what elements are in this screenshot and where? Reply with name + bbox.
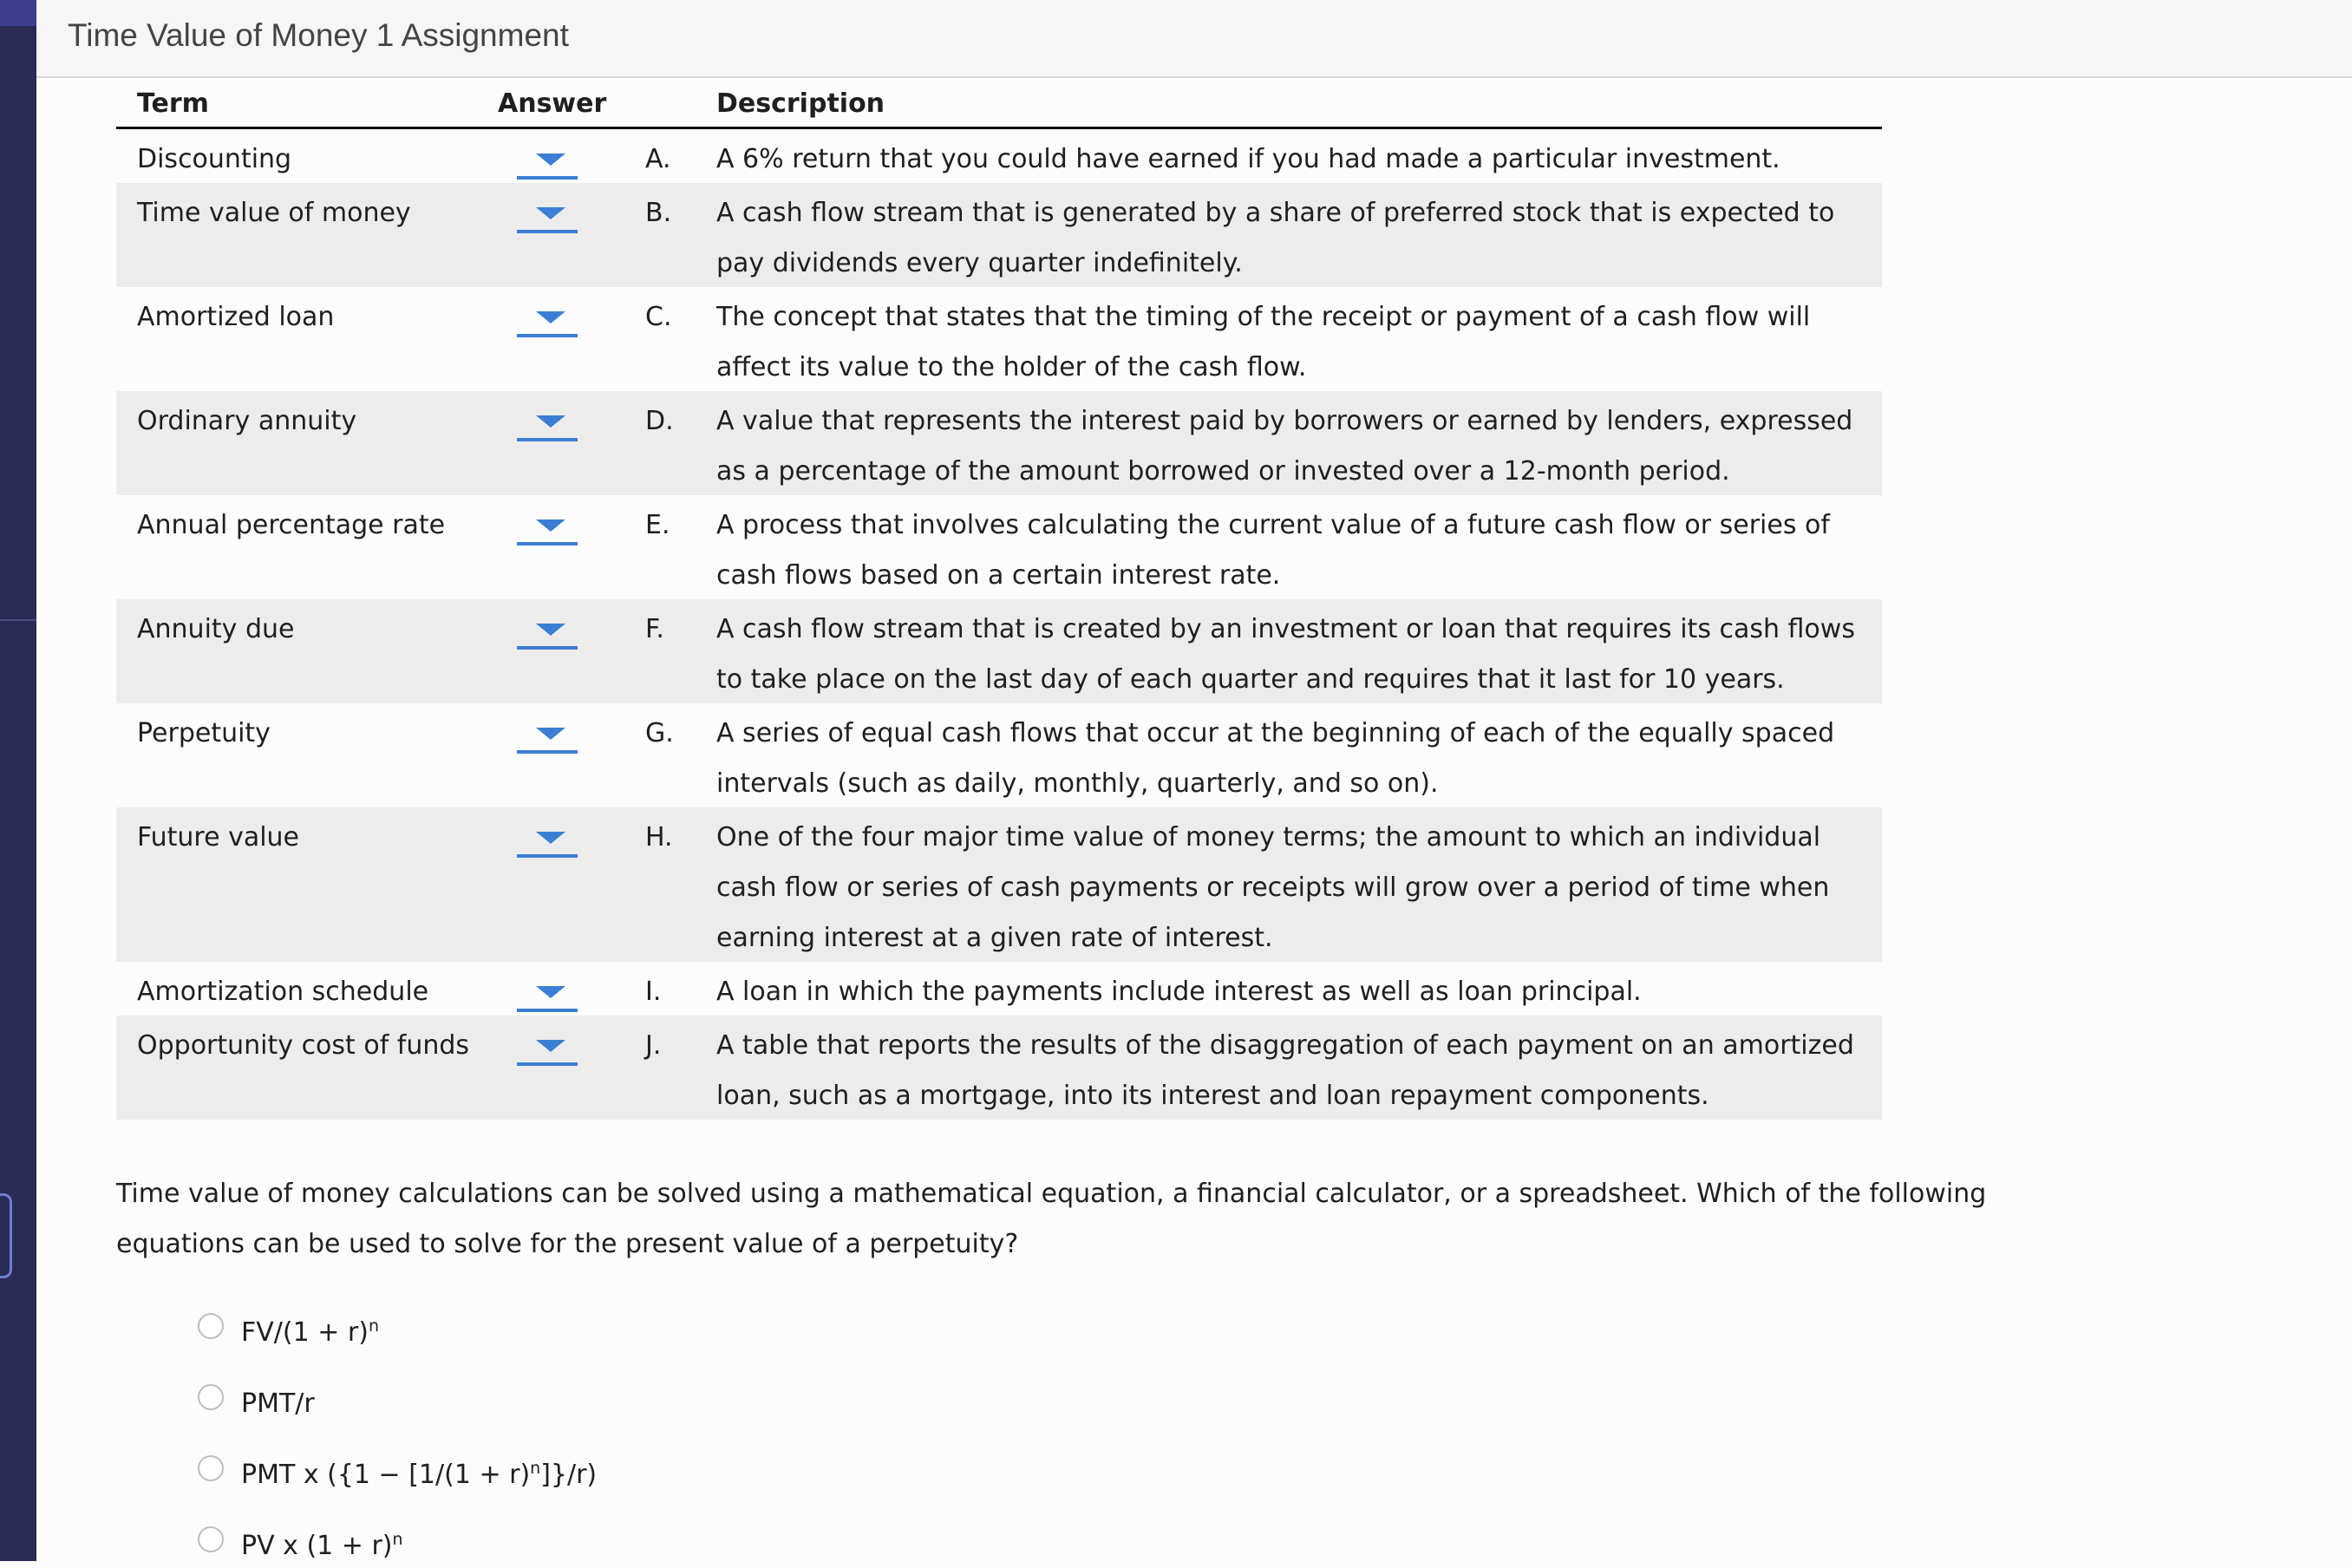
description-letter: E. bbox=[645, 510, 670, 540]
radio-circle-icon[interactable] bbox=[198, 1455, 224, 1481]
dropdown-underline bbox=[517, 646, 578, 650]
left-nav-rail bbox=[0, 0, 36, 1561]
dropdown-underline bbox=[517, 1062, 578, 1066]
description-letter: H. bbox=[645, 822, 673, 853]
radio-circle-icon[interactable] bbox=[198, 1526, 224, 1552]
answer-dropdown[interactable] bbox=[517, 511, 578, 546]
table-row bbox=[116, 129, 1882, 183]
term-label: Annuity due bbox=[137, 614, 295, 644]
description-text: A loan in which the payments include interest as well as loan principal. bbox=[716, 977, 1642, 1007]
description-letter: D. bbox=[645, 406, 674, 436]
chevron-down-icon bbox=[536, 624, 565, 636]
page-header bbox=[36, 0, 2352, 78]
dropdown-underline bbox=[517, 230, 578, 233]
description-letter: F. bbox=[645, 614, 664, 644]
description-letter: I. bbox=[645, 977, 662, 1007]
table-row bbox=[116, 1016, 1882, 1120]
table-row bbox=[116, 391, 1882, 495]
header-description: Description bbox=[716, 88, 885, 119]
answer-dropdown[interactable] bbox=[517, 199, 578, 233]
description-letter: G. bbox=[645, 718, 674, 748]
dropdown-underline bbox=[517, 334, 578, 337]
matching-table bbox=[116, 80, 1882, 1120]
table-row bbox=[116, 703, 1882, 807]
description-letter: J. bbox=[645, 1030, 662, 1061]
dropdown-underline bbox=[517, 1009, 578, 1012]
term-label: Opportunity cost of funds bbox=[137, 1030, 470, 1061]
description-text: One of the four major time value of money terms; the amount to which an individual cash flow or series of cash payments or receipts will grow over a period of time when earning interest at a given rate of interest. bbox=[716, 822, 1830, 953]
term-label: Annual percentage rate bbox=[137, 510, 446, 540]
description-letter: A. bbox=[645, 144, 671, 174]
dropdown-underline bbox=[517, 438, 578, 441]
dropdown-underline bbox=[517, 542, 578, 546]
chevron-down-icon bbox=[536, 311, 565, 323]
option-radio[interactable] bbox=[198, 1375, 805, 1419]
option-radio[interactable] bbox=[198, 1447, 805, 1490]
chevron-down-icon bbox=[536, 154, 565, 166]
chevron-down-icon bbox=[536, 832, 565, 844]
question-prompt: Time value of money calculations can be solved using a mathematical equation, a financial calculator, or a spreadsheet. Which of the following equations can be used to solve for the present value of a perpetuity? bbox=[116, 1179, 1987, 1259]
answer-dropdown[interactable] bbox=[517, 1031, 578, 1066]
dropdown-underline bbox=[517, 750, 578, 754]
chevron-down-icon bbox=[536, 986, 565, 998]
description-letter: B. bbox=[645, 198, 672, 228]
description-text: A 6% return that you could have earned if you had made a particular investment. bbox=[716, 144, 1780, 174]
answer-dropdown[interactable] bbox=[517, 407, 578, 441]
rail-top-accent bbox=[0, 0, 36, 26]
description-text: A value that represents the interest paid by borrowers or earned by lenders, expressed as a percentage of the amount borrowed or invested over a 12-month period. bbox=[716, 406, 1853, 487]
chevron-down-icon bbox=[536, 1040, 565, 1052]
term-label: Ordinary annuity bbox=[137, 406, 357, 436]
term-label: Time value of money bbox=[137, 198, 411, 228]
answer-dropdown[interactable] bbox=[517, 719, 578, 754]
description-text: A cash flow stream that is created by an investment or loan that requires its cash flows to take place on the last day of each quarter and requires that it last for 10 years. bbox=[716, 614, 1855, 695]
radio-circle-icon[interactable] bbox=[198, 1313, 224, 1339]
chevron-down-icon bbox=[536, 519, 565, 532]
header-answer: Answer bbox=[498, 88, 607, 119]
term-label: Discounting bbox=[137, 144, 292, 174]
chevron-down-icon bbox=[536, 207, 565, 219]
description-text: A series of equal cash flows that occur at the beginning of each of the equally spaced intervals (such as daily, monthly, quarterly, and so on). bbox=[716, 718, 1835, 799]
term-label: Future value bbox=[137, 822, 300, 853]
table-row bbox=[116, 287, 1882, 391]
answer-dropdown[interactable] bbox=[517, 823, 578, 858]
term-label: Amortized loan bbox=[137, 302, 335, 332]
option-label: $FV/(1 + r)^n$ bbox=[241, 1316, 379, 1348]
radio-circle-icon[interactable] bbox=[198, 1384, 224, 1410]
term-label: Amortization schedule bbox=[137, 977, 429, 1007]
option-radio[interactable] bbox=[198, 1304, 805, 1348]
dropdown-underline bbox=[517, 854, 578, 858]
option-label: PMT x $(\{1 - [1/(1 + r)^n]\}/r)$ bbox=[241, 1459, 598, 1490]
table-row bbox=[116, 962, 1882, 1016]
answer-dropdown[interactable] bbox=[517, 145, 578, 180]
dropdown-underline bbox=[517, 176, 578, 180]
option-radio[interactable] bbox=[198, 1518, 805, 1561]
description-text: The concept that states that the timing of the receipt or payment of a cash flow will affect its value to the holder of the cash flow. bbox=[716, 302, 1811, 382]
option-label: PV x $(1 + r)^n$ bbox=[241, 1530, 403, 1561]
description-text: A table that reports the results of the disaggregation of each payment on an amortized loan, such as a mortgage, into its interest and loan repayment components. bbox=[716, 1030, 1854, 1111]
term-label: Perpetuity bbox=[137, 718, 271, 748]
answer-dropdown[interactable] bbox=[517, 303, 578, 337]
table-header bbox=[116, 80, 1882, 129]
option-label: PMT/r bbox=[241, 1388, 315, 1419]
chevron-down-icon bbox=[536, 415, 565, 428]
table-row bbox=[116, 495, 1882, 599]
description-text: A process that involves calculating the current value of a future cash flow or series of cash flows based on a certain interest rate. bbox=[716, 510, 1830, 591]
table-row bbox=[116, 599, 1882, 703]
answer-dropdown[interactable] bbox=[517, 615, 578, 650]
table-row bbox=[116, 807, 1882, 962]
table-row bbox=[116, 183, 1882, 287]
rail-expand-tab[interactable] bbox=[0, 1193, 12, 1278]
chevron-down-icon bbox=[536, 728, 565, 740]
header-term: Term bbox=[137, 88, 209, 119]
answer-dropdown[interactable] bbox=[517, 977, 578, 1012]
rail-divider bbox=[0, 619, 36, 621]
page-title: Time Value of Money 1 Assignment bbox=[68, 17, 569, 53]
description-letter: C. bbox=[645, 302, 672, 332]
description-text: A cash flow stream that is generated by a share of preferred stock that is expected to pay dividends every quarter indefinitely. bbox=[716, 198, 1835, 278]
